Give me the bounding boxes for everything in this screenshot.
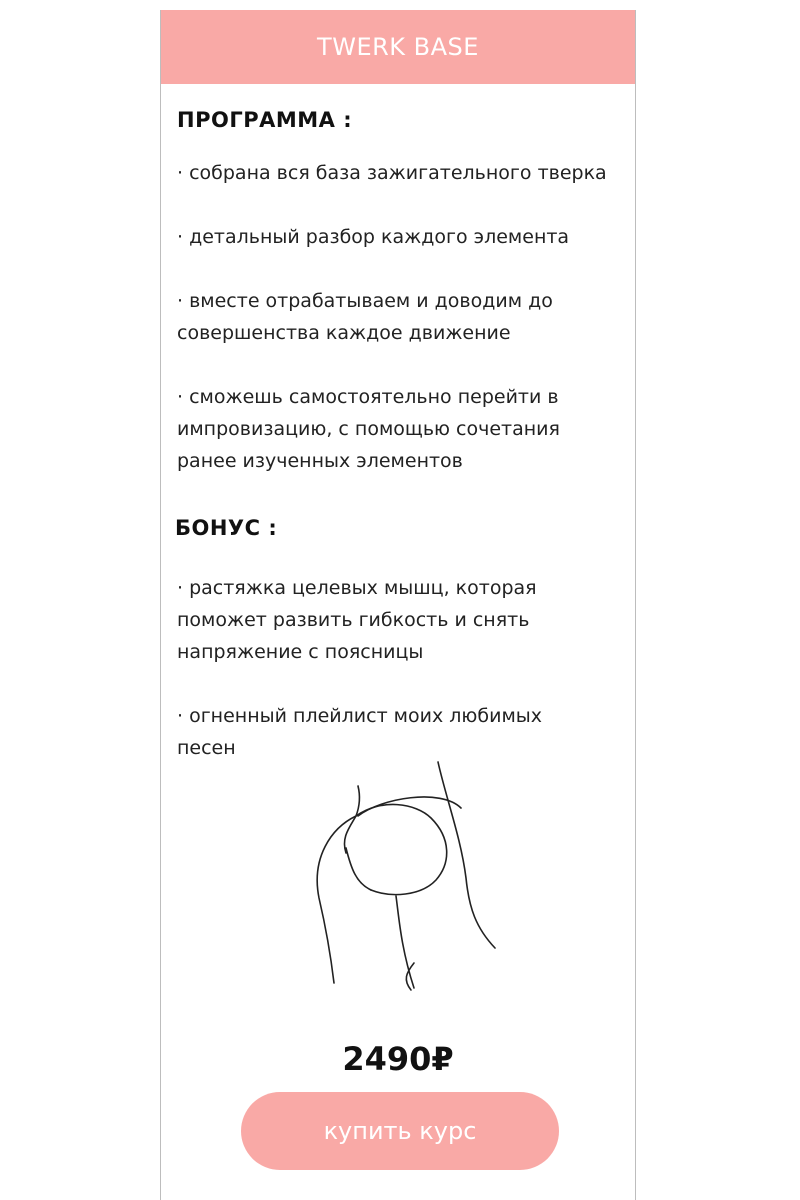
program-item: · вместе отрабатываем и доводим до совершенства каждое движение <box>177 290 553 344</box>
program-item: · сможешь самостоятельно перейти в импровизацию, с помощью сочетания ранее изученных элементов <box>177 386 560 472</box>
bonus-list <box>177 572 637 764</box>
course-title: TWERK BASE <box>161 10 635 84</box>
program-item: · детальный разбор каждого элемента <box>177 226 570 248</box>
program-list <box>177 157 637 477</box>
body-line-art-icon <box>301 758 501 998</box>
bonus-heading: БОНУС : <box>175 516 278 540</box>
program-heading: ПРОГРАММА : <box>177 108 353 132</box>
price: 2490₽ <box>342 1040 454 1078</box>
program-item: · собрана вся база зажигательного тверка <box>177 162 607 184</box>
bonus-item: · растяжка целевых мышц, которая поможет развить гибкость и снять напряжение с поясницы <box>177 577 537 663</box>
buy-course-button[interactable]: купить курс <box>241 1092 559 1170</box>
course-card <box>160 10 636 1200</box>
bonus-item: · огненный плейлист моих любимых песен <box>177 705 543 759</box>
